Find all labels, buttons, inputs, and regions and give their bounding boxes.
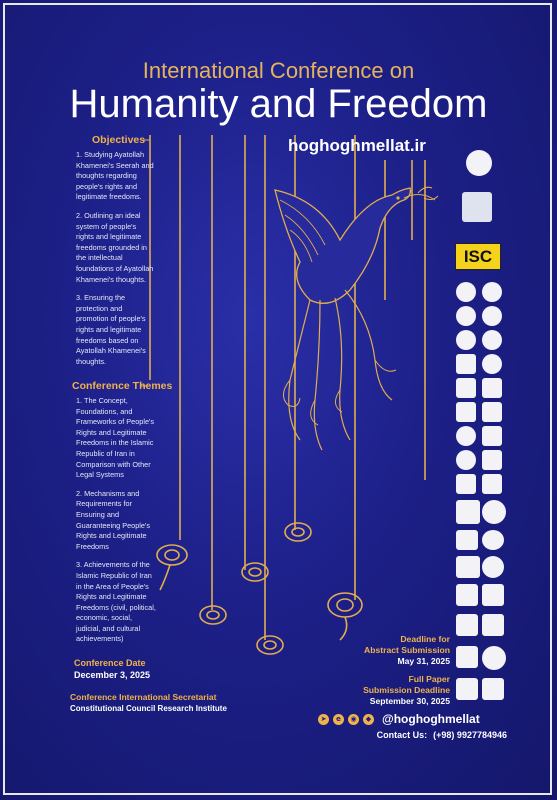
contact-label: Contact Us:: [376, 730, 428, 740]
sponsor-logo: [456, 354, 476, 374]
sponsor-logo: [456, 426, 476, 446]
themes-list: [76, 396, 156, 653]
rubika-icon[interactable]: ◆: [363, 714, 374, 725]
sponsor-logo: [456, 530, 478, 550]
social-row: [318, 712, 480, 726]
sponsor-logo: [482, 614, 504, 636]
full-paper-deadline-label: Full Paper: [408, 674, 450, 684]
abstract-deadline: [300, 634, 450, 667]
constitutional-council-logo: [462, 192, 492, 222]
abstract-deadline-label: Abstract Submission: [364, 645, 450, 655]
scroll-roll: [285, 523, 311, 541]
sponsor-logo: [482, 354, 502, 374]
full-paper-deadline-date: September 30, 2025: [369, 696, 450, 706]
theme-item: 2. Mechanisms and Requirements for Ensuring and Guaranteeing People's Rights and Legitimate Freedoms: [76, 488, 151, 551]
bale-icon[interactable]: ◉: [348, 714, 359, 725]
sponsor-logo: [456, 450, 476, 470]
secretariat-institute: Constitutional Council Research Institute: [70, 704, 227, 713]
sponsor-logo: [482, 330, 502, 350]
sponsor-logo: [456, 330, 476, 350]
sponsor-logo: [456, 378, 476, 398]
themes-heading: Conference Themes: [72, 380, 173, 392]
sponsor-logo: [482, 378, 502, 398]
sponsor-logo: [456, 556, 480, 578]
social-handle[interactable]: @hoghoghmellat: [382, 712, 480, 726]
conference-date-value: December 3, 2025: [74, 670, 151, 680]
conference-subtitle: International Conference on: [142, 58, 415, 83]
conference-date-heading: Conference Date: [74, 658, 146, 668]
objectives-heading: Objectives: [92, 134, 146, 146]
eitaa-icon[interactable]: e: [333, 714, 344, 725]
sponsor-logo: [482, 556, 504, 578]
scroll-roll: [257, 636, 283, 654]
sponsor-logo: [482, 282, 502, 302]
sponsor-logo: [482, 306, 502, 326]
sponsor-logo: [456, 474, 476, 494]
objectives-list: [76, 150, 156, 375]
sponsor-logo: [456, 282, 476, 302]
sponsor-logo: [482, 646, 506, 670]
conference-title: Humanity and Freedom: [69, 82, 488, 126]
sponsor-logo: [456, 402, 476, 422]
sponsor-logo: [482, 500, 506, 524]
sponsor-logo: [482, 402, 502, 422]
objective-item: 3. Ensuring the protection and promotion of people's rights and legitimate freedoms based on Ayatollah Khamenei's thoughts.: [76, 293, 146, 366]
scroll-roll: [328, 593, 362, 617]
theme-item: 1. The Concept, Foundations, and Frameworks of People's Rights and Legitimate Freedoms in the Islamic Republic of Iran in Comparison with Other Legal Systems: [76, 396, 155, 480]
sponsor-logo: [482, 530, 504, 550]
telegram-icon[interactable]: ➤: [318, 714, 329, 725]
sponsor-logo: [456, 584, 478, 606]
secretariat-heading: Conference International Secretariat: [70, 692, 217, 702]
theme-item: 3. Achievements of the Islamic Republic of Iran in the Area of People's Rights and Legitimate Freedoms (civil, political, economic, social, judicial, and cultural achievements): [76, 560, 156, 644]
contact-info: [300, 730, 507, 740]
sponsor-logo: [482, 678, 504, 700]
scroll-roll: [157, 545, 187, 565]
sponsor-logo: [456, 500, 480, 524]
abstract-deadline-label: Deadline for: [400, 634, 450, 644]
dove-illustration: [275, 187, 438, 450]
sponsor-logo: [482, 450, 502, 470]
sponsor-logo: [482, 584, 504, 606]
full-paper-deadline: [300, 674, 450, 707]
objective-item: 1. Studying Ayatollah Khamenei's Seerah and thoughts regarding people's rights and legitimate freedoms.: [76, 150, 154, 202]
abstract-deadline-date: May 31, 2025: [397, 656, 450, 666]
sponsor-logo: [456, 614, 478, 636]
sponsor-logo: [456, 678, 478, 700]
dove-eye: [396, 196, 399, 199]
sponsor-logo: [456, 306, 476, 326]
scroll-roll: [200, 606, 226, 624]
sponsor-logo: [482, 474, 502, 494]
objective-item: 2. Outlining an ideal system of people's rights and legitimate freedoms grounded in the intellectual foundations of Ayatollah Khamenei's thoughts.: [76, 210, 154, 284]
sponsor-logo: [456, 646, 478, 668]
contact-phone[interactable]: (+98) 9927784946: [433, 730, 507, 740]
institute-emblem-logo: [466, 150, 492, 176]
sponsor-logo: [482, 426, 502, 446]
isc-logo: ISC: [455, 243, 501, 270]
website-link[interactable]: hoghoghmellat.ir: [288, 136, 426, 155]
scroll-roll: [242, 563, 268, 581]
full-paper-deadline-label: Submission Deadline: [363, 685, 450, 695]
